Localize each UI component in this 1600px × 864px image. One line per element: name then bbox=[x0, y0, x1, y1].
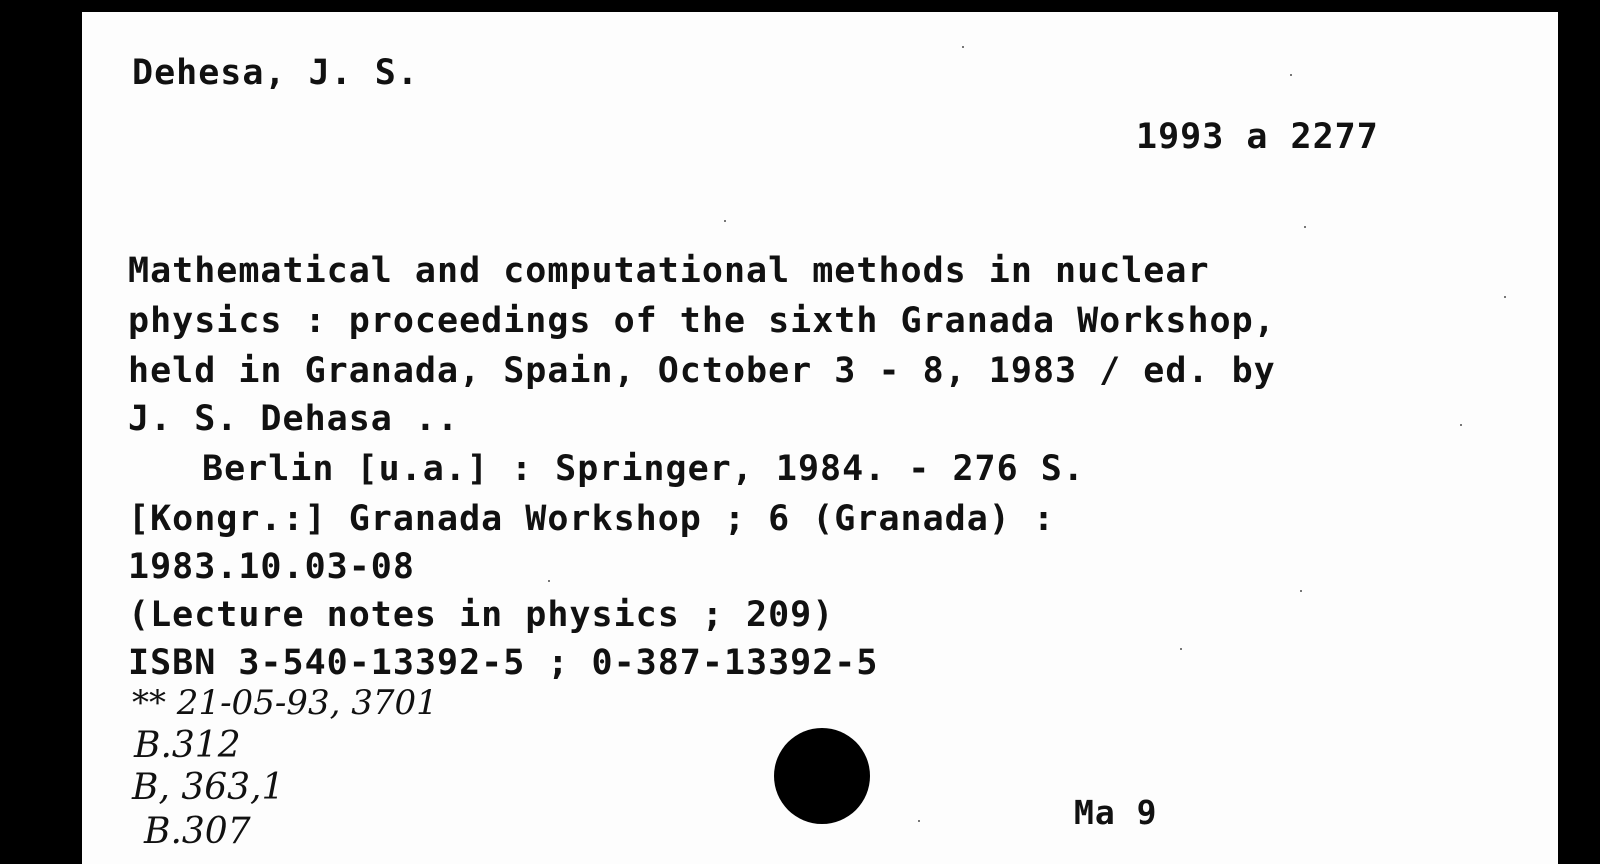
dust-speck bbox=[1290, 74, 1292, 76]
dust-speck bbox=[1460, 424, 1462, 426]
handwritten-note: ** 21-05-93, 3701 bbox=[132, 683, 438, 723]
title-line: physics : proceedings of the sixth Granada Workshop, bbox=[128, 301, 1276, 341]
dust-speck bbox=[1300, 590, 1302, 592]
call-number: 1993 a 2277 bbox=[1136, 117, 1379, 157]
dust-speck bbox=[548, 580, 550, 582]
handwritten-note: B.312 bbox=[134, 725, 241, 766]
congress-line: [Kongr.:] Granada Workshop ; 6 (Granada) : bbox=[128, 499, 1056, 539]
title-line: Mathematical and computational methods in nuclear bbox=[128, 251, 1210, 291]
isbn: ISBN 3-540-13392-5 ; 0-387-13392-5 bbox=[128, 643, 879, 683]
dust-speck bbox=[1304, 226, 1306, 228]
imprint: Berlin [u.a.] : Springer, 1984. - 276 S. bbox=[202, 449, 1085, 489]
handwritten-note: B.307 bbox=[144, 811, 251, 852]
scan-border bbox=[1558, 0, 1600, 864]
dust-speck bbox=[1504, 296, 1506, 298]
series-statement: (Lecture notes in physics ; 209) bbox=[128, 595, 835, 635]
author-heading: Dehesa, J. S. bbox=[132, 53, 419, 93]
location-mark: Ma 9 bbox=[1074, 793, 1158, 832]
title-line: J. S. Dehasa .. bbox=[128, 399, 460, 439]
dust-speck bbox=[918, 820, 920, 822]
dust-speck bbox=[962, 46, 964, 48]
handwritten-note: B, 363,1 bbox=[132, 767, 285, 808]
dust-speck bbox=[724, 220, 726, 222]
title-line: held in Granada, Spain, October 3 - 8, 1983 / ed. by bbox=[128, 351, 1276, 391]
dust-speck bbox=[1180, 648, 1182, 650]
congress-line: 1983.10.03-08 bbox=[128, 547, 415, 587]
punch-hole bbox=[774, 728, 870, 824]
